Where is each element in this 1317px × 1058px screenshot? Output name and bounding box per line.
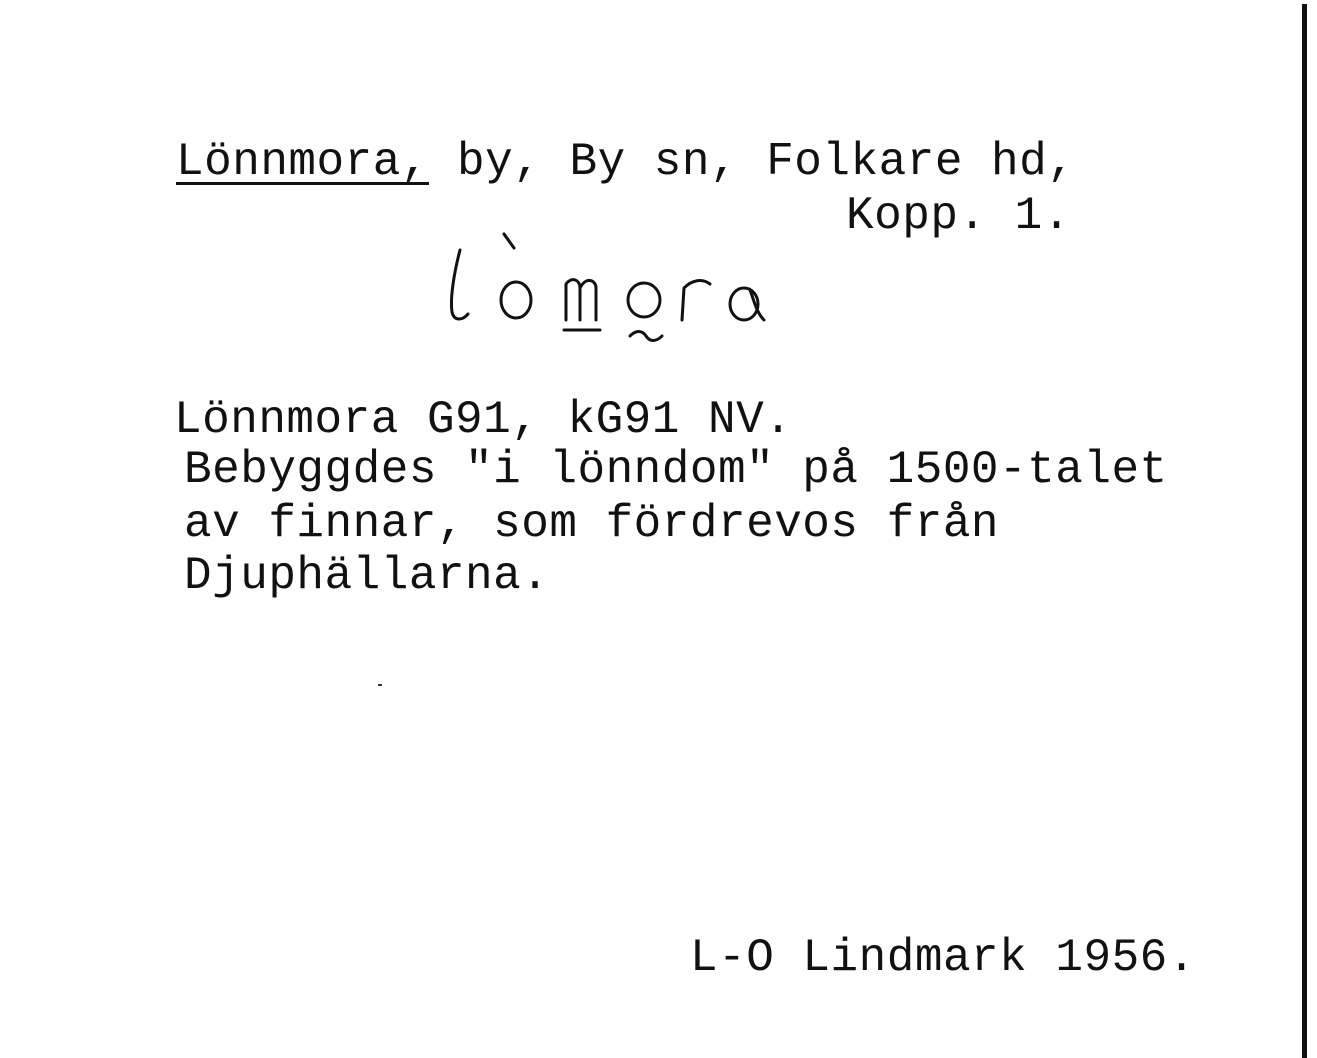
body-line-4: Djuphällarna. bbox=[184, 550, 550, 602]
paper-speck bbox=[378, 684, 382, 686]
card-edge-line bbox=[1302, 4, 1307, 1058]
map-reference: Kopp. 1. bbox=[846, 190, 1071, 242]
place-name: Lönnmora, bbox=[176, 136, 429, 188]
signature: L-O Lindmark 1956. bbox=[690, 932, 1196, 984]
phonetic-transcription bbox=[430, 228, 790, 358]
card-header bbox=[176, 136, 1075, 188]
body-line-2: Bebyggdes "i lönndom" på 1500-talet bbox=[184, 444, 1168, 496]
header-rest: by, By sn, Folkare hd, bbox=[428, 136, 1076, 188]
body-line-1: Lönnmora G91, kG91 NV. bbox=[174, 394, 793, 446]
body-line-3: av finnar, som fördrevos från bbox=[184, 498, 1000, 550]
